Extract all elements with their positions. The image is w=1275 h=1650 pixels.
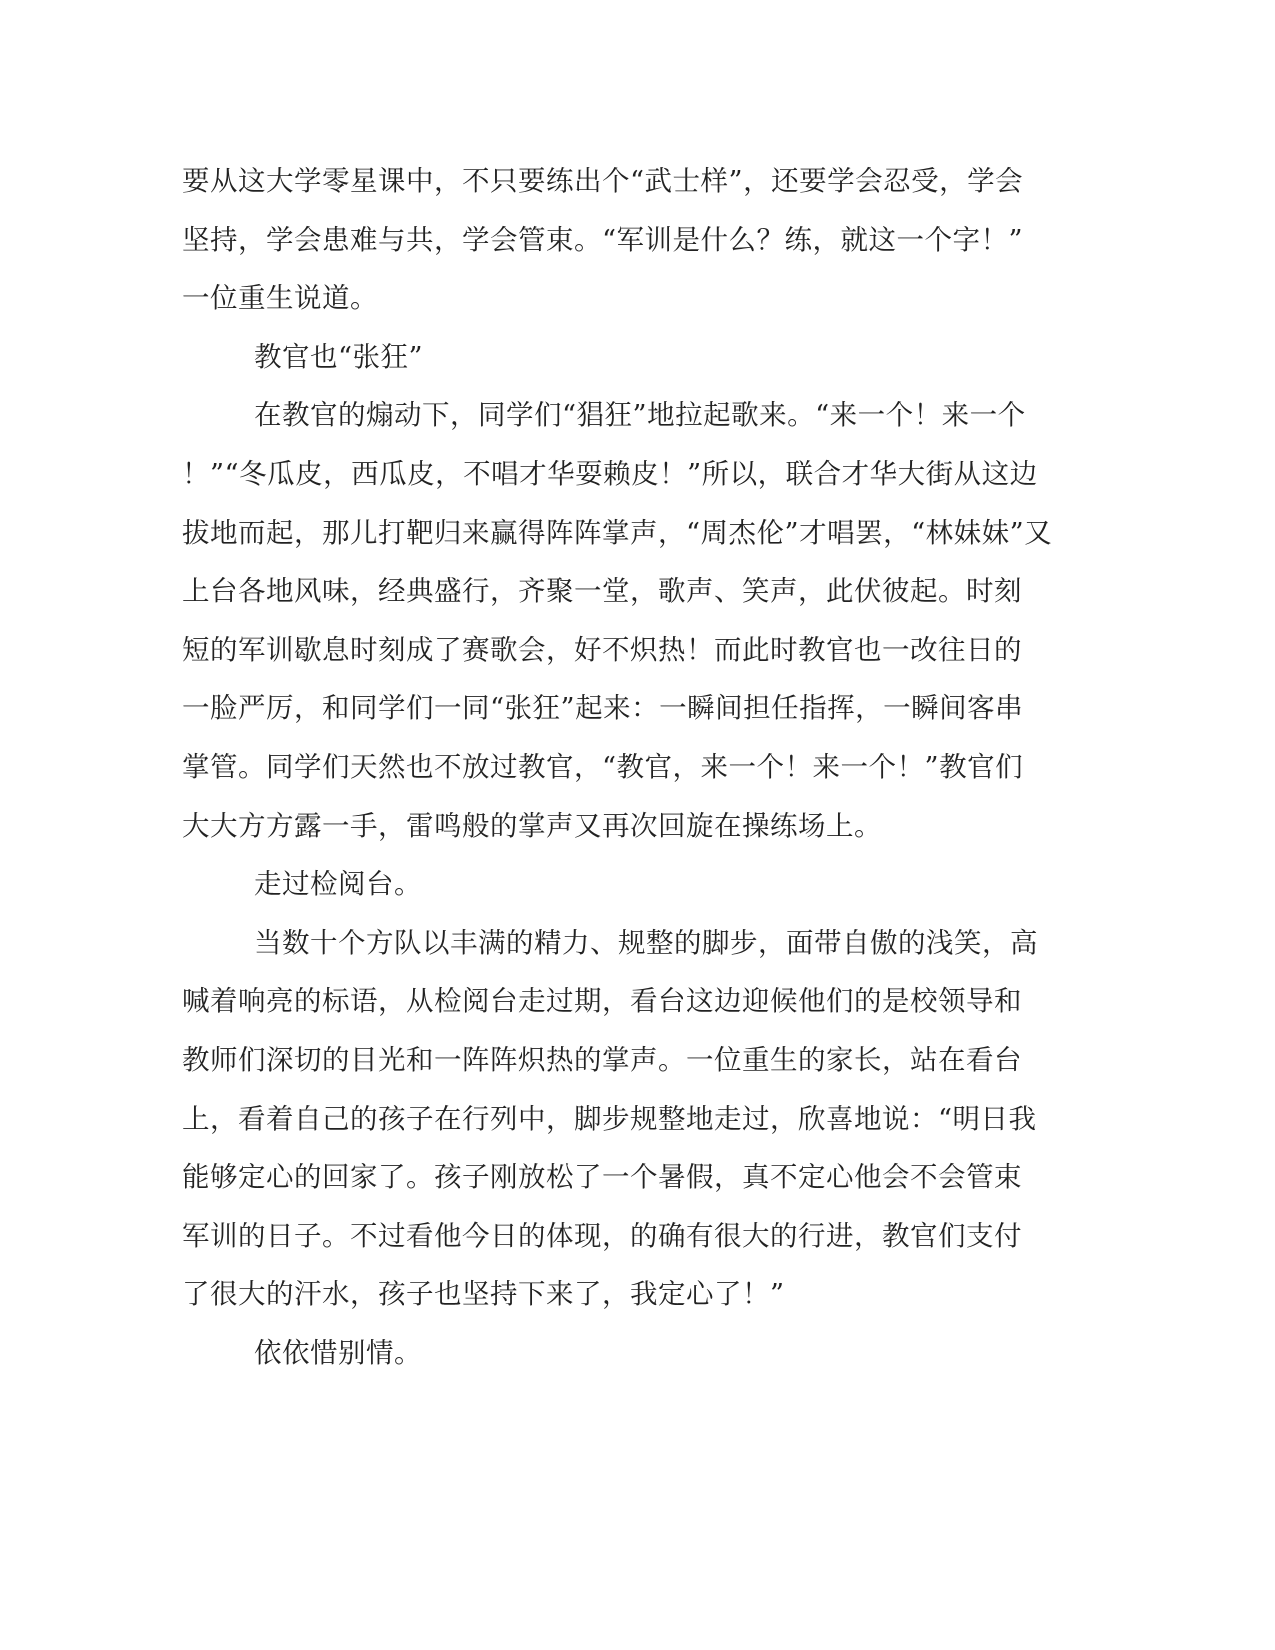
text-line: 军训的日子。不过看他今日的体现，的确有很大的行进，教官们支付 — [182, 1219, 1022, 1252]
text-line: 一位重生说道。 — [182, 282, 378, 315]
text-line: ！”“冬瓜皮，西瓜皮，不唱才华耍赖皮！”所以，联合才华大街从这边 — [182, 457, 1038, 490]
text-line: 上台各地风味，经典盛行，齐聚一堂，歌声、笑声，此伏彼起。时刻 — [182, 575, 1022, 608]
text-line: 坚持，学会患难与共，学会管束。“军训是什么？练，就这一个字！” — [182, 223, 1024, 256]
text-line: 掌管。同学们天然也不放过教官，“教官，来一个！来一个！”教官们 — [182, 750, 1024, 783]
text-line: 当数十个方队以丰满的精力、规整的脚步，面带自傲的浅笑，高 — [254, 926, 1038, 959]
section-heading: 依依惜别情。 — [254, 1336, 422, 1369]
section-heading: 教官也“张狂” — [254, 340, 424, 373]
text-line: 上，看着自己的孩子在行列中，脚步规整地走过，欣喜地说：“明日我 — [182, 1102, 1037, 1135]
text-line: 教师们深切的目光和一阵阵炽热的掌声。一位重生的家长，站在看台 — [182, 1043, 1022, 1076]
text-line: 了很大的汗水，孩子也坚持下来了，我定心了！” — [182, 1278, 785, 1311]
text-line: 拔地而起，那儿打靶归来赢得阵阵掌声，“周杰伦”才唱罢，“林妹妹”又 — [182, 516, 1053, 549]
text-line: 大大方方露一手，雷鸣般的掌声又再次回旋在操练场上。 — [182, 809, 882, 842]
text-line: 一脸严厉，和同学们一同“张狂”起来：一瞬间担任指挥，一瞬间客串 — [182, 692, 1024, 725]
text-line: 短的军训歇息时刻成了赛歌会，好不炽热！而此时教官也一改往日的 — [182, 633, 1022, 666]
document-body — [182, 152, 1053, 1382]
text-line: 在教官的煽动下，同学们“猖狂”地拉起歌来。“来一个！来一个 — [254, 399, 1026, 432]
text-line: 要从这大学零星课中，不只要练出个“武士样”，还要学会忍受，学会 — [182, 165, 1024, 197]
section-heading: 走过检阅台。 — [254, 868, 422, 901]
text-line: 能够定心的回家了。孩子刚放松了一个暑假，真不定心他会不会管束 — [182, 1161, 1022, 1194]
text-line: 喊着响亮的标语，从检阅台走过期，看台这边迎候他们的是校领导和 — [182, 985, 1022, 1018]
